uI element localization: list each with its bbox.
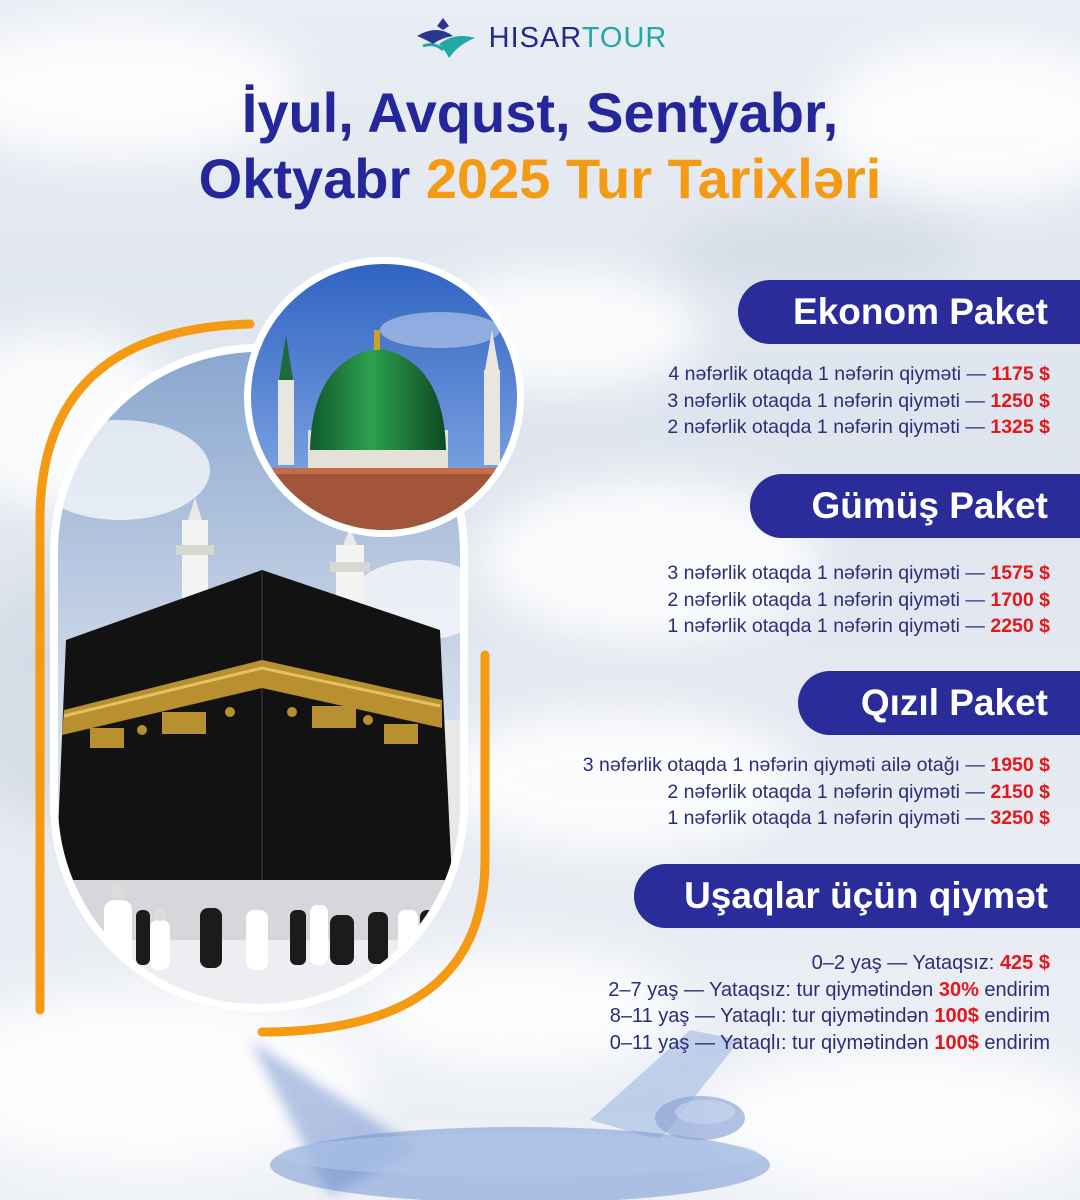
price-row: 4 nəfərlik otaqda 1 nəfərin qiyməti — 1175 $ xyxy=(668,363,1050,385)
kids-price-list xyxy=(608,950,1050,1056)
title-line-1: İyul, Avqust, Sentyabr, xyxy=(241,81,839,144)
package-header-qizil: Qızıl Paket xyxy=(798,671,1080,735)
kids-price-row: 0–11 yaş — Yataqlı: tur qiymətindən 100$ endirim xyxy=(609,1031,1050,1054)
package-list-gumus xyxy=(667,560,1050,640)
price-row: 3 nəfərlik otaqda 1 nəfərin qiyməti ailə otağı — 1950 $ xyxy=(582,754,1050,776)
price-row: 2 nəfərlik otaqda 1 nəfərin qiyməti — 1700 $ xyxy=(667,588,1050,611)
price-row: 3 nəfərlik otaqda 1 nəfərin qiyməti — 1250 $ xyxy=(667,389,1050,412)
title-line-2: Oktyabr 2025 Tur Tarixləri xyxy=(198,147,882,210)
package-list-qizil xyxy=(583,752,1050,832)
price-row: 2 nəfərlik otaqda 1 nəfərin qiyməti — 2150 $ xyxy=(667,780,1050,803)
price-row: 2 nəfərlik otaqda 1 nəfərin qiyməti — 1325 $ xyxy=(667,416,1050,438)
kids-price-row: 0–2 yaş — Yataqsız: 425 $ xyxy=(811,952,1050,974)
kids-price-row: 2–7 yaş — Yataqsız: tur qiymətindən 30% endirim xyxy=(608,978,1050,1001)
brand-name: HISARTOUR xyxy=(488,21,668,54)
package-list-ekonom xyxy=(667,361,1050,441)
price-row: 1 nəfərlik otaqda 1 nəfərin qiyməti — 3250 $ xyxy=(667,807,1050,829)
kids-price-row: 8–11 yaş — Yataqlı: tur qiymətindən 100$ endirim xyxy=(609,1005,1050,1027)
package-header-ekonom: Ekonom Paket xyxy=(738,280,1080,344)
package-header-gumus: Gümüş Paket xyxy=(750,474,1080,538)
price-row: 1 nəfərlik otaqda 1 nəfərin qiyməti — 2250 $ xyxy=(667,615,1050,637)
kids-price-header: Uşaqlar üçün qiymət xyxy=(634,864,1080,928)
price-row: 3 nəfərlik otaqda 1 nəfərin qiyməti — 1575 $ xyxy=(667,562,1050,584)
